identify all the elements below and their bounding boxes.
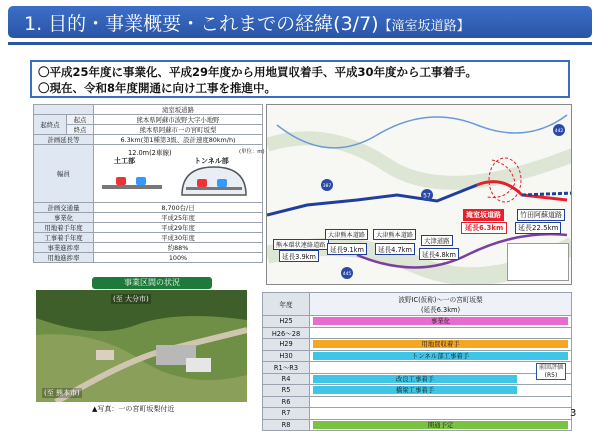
photo-label-oita: (至 大分市) bbox=[113, 295, 149, 303]
label-start: 起点 bbox=[67, 115, 94, 125]
page-title bbox=[24, 9, 470, 36]
tunnel-label: トンネル部 bbox=[194, 157, 229, 165]
label-otsu-kumamoto-2: 大津熊本道路 bbox=[373, 229, 416, 240]
title-banner bbox=[8, 6, 592, 38]
label-end: 終点 bbox=[67, 125, 94, 135]
label-otsu-kumamoto-1: 大津熊本道路 bbox=[325, 229, 368, 240]
map-legend bbox=[507, 243, 569, 281]
schedule-year: H25 bbox=[263, 316, 310, 328]
land-start-year: 平成29年度 bbox=[94, 223, 263, 233]
schedule-year: R5 bbox=[263, 385, 310, 397]
schedule-bar: 事業化 bbox=[313, 317, 568, 325]
schedule-cell bbox=[310, 373, 572, 385]
schedule-year: R4 bbox=[263, 373, 310, 385]
label-start-end: 起終点 bbox=[34, 115, 67, 135]
construction-start-year: 平成30年度 bbox=[94, 233, 263, 243]
label-progress: 事業進捗率 bbox=[34, 243, 94, 253]
schedule-year: R6 bbox=[263, 396, 310, 408]
schedule-cell bbox=[310, 339, 572, 351]
svg-text:442: 442 bbox=[554, 129, 564, 134]
summary-box bbox=[30, 60, 570, 98]
svg-text:445: 445 bbox=[342, 272, 352, 277]
label-traffic: 計画交通量 bbox=[34, 203, 94, 213]
road-name: 滝室坂道路 bbox=[94, 105, 263, 115]
schedule-year: H30 bbox=[263, 350, 310, 362]
commercialization-year: 平成25年度 bbox=[94, 213, 263, 223]
title-route: 【滝室坂道路】 bbox=[378, 19, 470, 34]
schedule-year: R1～R3 bbox=[263, 362, 310, 374]
schedule-bar: 改良工事着手 bbox=[313, 375, 517, 383]
label-otsu-road: 大津道路 bbox=[421, 235, 453, 246]
schedule-year: R8 bbox=[263, 419, 310, 431]
summary-line-1: 〇平成25年度に事業化、平成29年度から用地買収着手、平成30年度から工事着手。 bbox=[38, 65, 478, 79]
route-shield-442-icon bbox=[553, 124, 565, 136]
schedule-header bbox=[310, 293, 572, 316]
label-length: 計画延長等 bbox=[34, 135, 94, 145]
schedule-cell bbox=[310, 316, 572, 328]
label-otsu-kumamoto-1-length: 延長9.1km bbox=[327, 243, 367, 255]
schedule-bar: トンネル部工事着手 bbox=[313, 352, 568, 360]
route-map bbox=[266, 104, 572, 285]
end-point: 熊本県阿蘇市一の宮町坂梨 bbox=[94, 125, 263, 135]
label-width: 幅員 bbox=[34, 145, 94, 203]
land-progress: 100% bbox=[94, 253, 263, 263]
schedule-bar: 用地買収着手 bbox=[313, 340, 568, 348]
project-progress: 約88% bbox=[94, 243, 263, 253]
label-loop-road-length: 延長3.9km bbox=[279, 250, 319, 262]
label-loop-road: 熊本環状連絡道路 bbox=[273, 239, 329, 250]
label-land-progress: 用地進捗率 bbox=[34, 253, 94, 263]
photo-title: 事業区間の状況 bbox=[92, 277, 212, 289]
schedule-cell bbox=[310, 362, 572, 374]
page-number: 3 bbox=[570, 408, 577, 419]
label-taketa-aso: 竹田阿蘇道路 bbox=[517, 209, 565, 221]
label-takimurozaka-length: 延長6.3km bbox=[461, 222, 507, 234]
schedule-cell bbox=[310, 327, 572, 339]
schedule-cell bbox=[310, 385, 572, 397]
width-note: 12.0m(2車線) bbox=[128, 149, 172, 157]
label-otsu-road-length: 延長4.8km bbox=[419, 248, 459, 260]
label-land-start: 用地着手年度 bbox=[34, 223, 94, 233]
project-info-table bbox=[33, 104, 263, 263]
summary-line-2: 〇現在、令和8年度開通に向け工事を推進中。 bbox=[38, 81, 276, 95]
photo-caption: ▲写真：一の宮町坂梨付近 bbox=[92, 405, 175, 413]
cross-section-diagram bbox=[94, 145, 263, 203]
title-text: 1. 目的・事業概要・これまでの経緯(3/7) bbox=[24, 13, 379, 35]
label-construction-start: 工事着手年度 bbox=[34, 233, 94, 243]
previous-evaluation-callout bbox=[536, 363, 566, 380]
schedule-year: H29 bbox=[263, 339, 310, 351]
site-photo-image bbox=[36, 290, 247, 402]
plan-length: 6.3km(第1種第3級、設計速度80km/h) bbox=[94, 135, 263, 145]
schedule-bar: 橋梁工事着手 bbox=[313, 386, 517, 394]
header-divider bbox=[8, 42, 592, 45]
label-commercialization: 事業化 bbox=[34, 213, 94, 223]
callout-sub: (R5) bbox=[544, 371, 558, 379]
schedule-year: H26～28 bbox=[263, 327, 310, 339]
traffic-volume: 8,700台/日 bbox=[94, 203, 263, 213]
schedule-header-sub: (延長6.3km) bbox=[420, 306, 461, 314]
site-photo bbox=[36, 290, 247, 402]
schedule-year: R7 bbox=[263, 408, 310, 420]
label-taketa-aso-length: 延長22.5km bbox=[515, 222, 561, 234]
svg-text:387: 387 bbox=[322, 184, 332, 189]
schedule-cell bbox=[310, 419, 572, 431]
earthwork-label: 土工部 bbox=[114, 157, 135, 165]
schedule-cell bbox=[310, 408, 572, 420]
route-shield-387-icon bbox=[321, 179, 333, 191]
schedule-header-title: 波野IC(仮称)～一の宮町坂梨 bbox=[398, 296, 483, 304]
start-point: 熊本県阿蘇市波野大字小地野 bbox=[94, 115, 263, 125]
photo-label-kumamoto: (至 熊本市) bbox=[44, 389, 80, 397]
route-shield-445-icon bbox=[341, 267, 353, 279]
schedule-cell bbox=[310, 350, 572, 362]
route-shield-57-icon bbox=[421, 189, 433, 201]
road-sections-icon bbox=[94, 165, 272, 201]
label-takimurozaka: 滝室坂道路 bbox=[463, 209, 504, 221]
schedule-header-year: 年度 bbox=[263, 293, 310, 316]
width-unit: (単位：m) bbox=[239, 149, 265, 155]
schedule-cell bbox=[310, 396, 572, 408]
svg-text:57: 57 bbox=[423, 192, 431, 200]
schedule-bar: 開通予定 bbox=[313, 421, 568, 429]
callout-label: 前回評価 bbox=[539, 364, 564, 371]
schedule-table bbox=[262, 292, 572, 431]
label-otsu-kumamoto-2-length: 延長4.7km bbox=[375, 243, 415, 255]
